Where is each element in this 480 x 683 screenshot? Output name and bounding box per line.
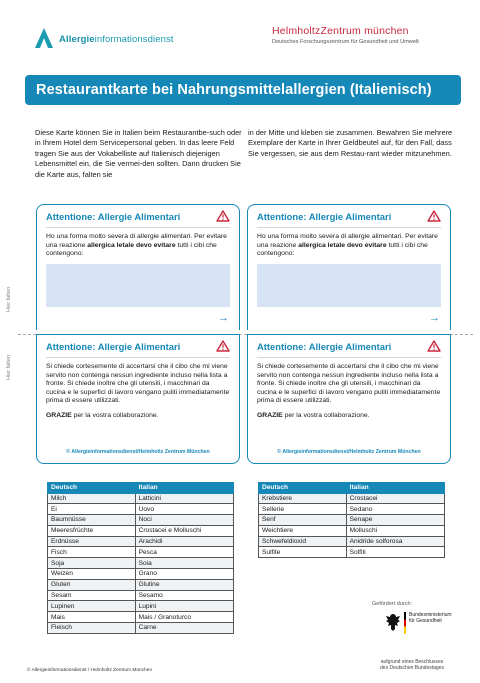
warning-triangle-icon [216,210,230,222]
intro-text-right: in der Mitte und kleben sie zusammen. Bewahren Sie mehrere Exemplare der Karte in Ihrer Geldbeutel auf, für den Fall, dass Sie vergessen, sie aus dem Restau-rant wieder mitzunehmen. [248,128,453,158]
card-back-text: Si chiede cortesemente di accertarsi che il cibo che mi viene servito non contenga nessun ingrediente incluso nella lista a fronte. Si chiede inoltre che gli utensili, i macchinari da cucina e le superfici di lavoro vengano puliti immediatamente prima di essere utilizzati. [46,363,230,405]
italian-word-cell: Noci [135,515,233,526]
table-row [48,612,234,623]
german-word-cell: Weichtiere [259,525,347,536]
vocab-table-right [258,482,445,558]
table-row [48,579,234,590]
page-title: Restaurantkarte bei Nahrungsmittelallergien (Italienisch) [36,82,432,98]
logo-text: Allergieinformationsdienst [59,33,174,45]
allergen-entry-field[interactable] [46,264,230,307]
fold-label-bottom: Hier falten [6,354,12,380]
german-word-cell: Krebstiere [259,493,347,504]
table-row [48,493,234,504]
card-back-right [247,334,451,464]
resolution-note: aufgrund eines Beschlusses des Deutschen Bundestages [380,659,444,672]
allergy-logo-icon [33,26,55,52]
german-word-cell: Baumnüsse [48,515,136,526]
card-copyright: © Allergieinformationsdienst/Helmholtz Zentrum München [277,449,421,455]
table-row [48,590,234,601]
table-row [259,493,445,504]
warning-triangle-icon [216,340,230,352]
org-title: HelmholtzZentrum münchen [272,25,409,37]
card-front-text: Ho una forma molto severa di allergie alimentari. Per evitare una reazione allergica letale devo evitare tutti i cibi che contengono: [257,233,438,258]
italian-word-cell: Grano [135,569,233,580]
arrow-right-icon: → [218,312,229,324]
warning-triangle-icon [427,210,441,222]
table-row [48,569,234,580]
italian-word-cell: Uovo [135,504,233,515]
german-word-cell: Schwefeldioxid [259,536,347,547]
german-word-cell: Ei [48,504,136,515]
italian-word-cell: Sedano [346,504,444,515]
italian-word-cell: Crostacei [346,493,444,504]
table-row [259,525,445,536]
thanks-line: GRAZIE per la vostra collaborazione. [46,411,159,419]
card-copyright: © Allergieinformationsdienst/Helmholtz Zentrum München [66,449,210,455]
german-word-cell: Gluten [48,579,136,590]
german-word-cell: Lupinen [48,601,136,612]
table-row [259,515,445,526]
italian-word-cell: Sesamo [135,590,233,601]
thanks-line: GRAZIE per la vostra collaborazione. [257,411,370,419]
table-row [48,623,234,634]
table-row [48,547,234,558]
card-back-text: Si chiede cortesemente di accertarsi che il cibo che mi viene servito non contenga nessun ingrediente incluso nella lista a fronte. Si chiede inoltre che gli utensili, i macchinari da cucina e le superfici di lavoro vengano puliti immediatamente prima di essere utilizzati. [257,363,441,405]
german-word-cell: Milch [48,493,136,504]
german-word-cell: Erdnüsse [48,536,136,547]
german-word-cell: Sulfite [259,547,347,558]
italian-word-cell: Arachidi [135,536,233,547]
vocab-table-left [47,482,234,634]
table-row [259,536,445,547]
card-title: Attentione: Allergie Alimentari [46,340,181,352]
italian-word-cell: Senape [346,515,444,526]
german-word-cell: Weizen [48,569,136,580]
org-subtitle: Deutsches Forschungszentrum für Gesundheit und Umwelt [272,39,419,45]
ministry-logo [385,612,452,634]
table-row [48,525,234,536]
fold-label-top: Hier falten [6,286,12,312]
table-row [259,504,445,515]
table-row [259,547,445,558]
table-row [48,536,234,547]
ministry-name: Bundesministerium für Gesundheit [409,612,452,624]
table-row [48,515,234,526]
federal-eagle-icon [385,612,401,632]
italian-word-cell: Glutine [135,579,233,590]
italian-word-cell: Crostacei e Molluschi [135,525,233,536]
arrow-right-icon: → [429,312,440,324]
card-front-left [36,204,240,330]
title-bar [25,75,461,105]
col-header-italian: Italian [346,483,444,494]
card-title: Attentione: Allergie Alimentari [257,340,392,352]
italian-word-cell: Molluschi [346,525,444,536]
german-word-cell: Senf [259,515,347,526]
helmholtz-logo [272,25,419,45]
german-word-cell: Mais [48,612,136,623]
table-row [48,558,234,569]
flag-stripe [404,612,406,634]
page-copyright: © Allergieinformationsdienst / Helmholtz Zentrum München [27,668,153,673]
card-back-left [36,334,240,464]
italian-word-cell: Pesca [135,547,233,558]
col-header-german: Deutsch [48,483,136,494]
german-word-cell: Soja [48,558,136,569]
intro-text-left: Diese Karte können Sie in Italien beim Restaurantbe-such oder in Ihrem Hotel dem Servicepersonal geben. In das leere Feld tragen Sie aus der Vokabelliste auf Italienisch diejenigen Lebensmittel ein, die Sie vermei-den sollten. Dann drucken Sie die Karte aus, falten sie [35,128,242,179]
german-word-cell: Fleisch [48,623,136,634]
italian-word-cell: Lupini [135,601,233,612]
german-word-cell: Sellerie [259,504,347,515]
card-front-text: Ho una forma molto severa di allergie alimentari. Per evitare una reazione allergica letale devo evitare tutti i cibi che contengono: [46,233,227,258]
card-title: Attentione: Allergie Alimentari [257,210,392,222]
italian-word-cell: Mais / Granoturco [135,612,233,623]
col-header-german: Deutsch [259,483,347,494]
allergy-info-logo [33,26,174,52]
italian-word-cell: Latticini [135,493,233,504]
card-title: Attentione: Allergie Alimentari [46,210,181,222]
italian-word-cell: Soia [135,558,233,569]
warning-triangle-icon [427,340,441,352]
col-header-italian: Italian [135,483,233,494]
allergen-entry-field[interactable] [257,264,441,307]
card-front-right [247,204,451,330]
funded-by-label: Gefördert durch: [372,601,413,607]
italian-word-cell: Carne [135,623,233,634]
table-row [48,504,234,515]
german-word-cell: Sesam [48,590,136,601]
german-word-cell: Fisch [48,547,136,558]
italian-word-cell: Solfiti [346,547,444,558]
italian-word-cell: Anidride solforosa [346,536,444,547]
german-word-cell: Meeresfrüchte [48,525,136,536]
table-row [48,601,234,612]
